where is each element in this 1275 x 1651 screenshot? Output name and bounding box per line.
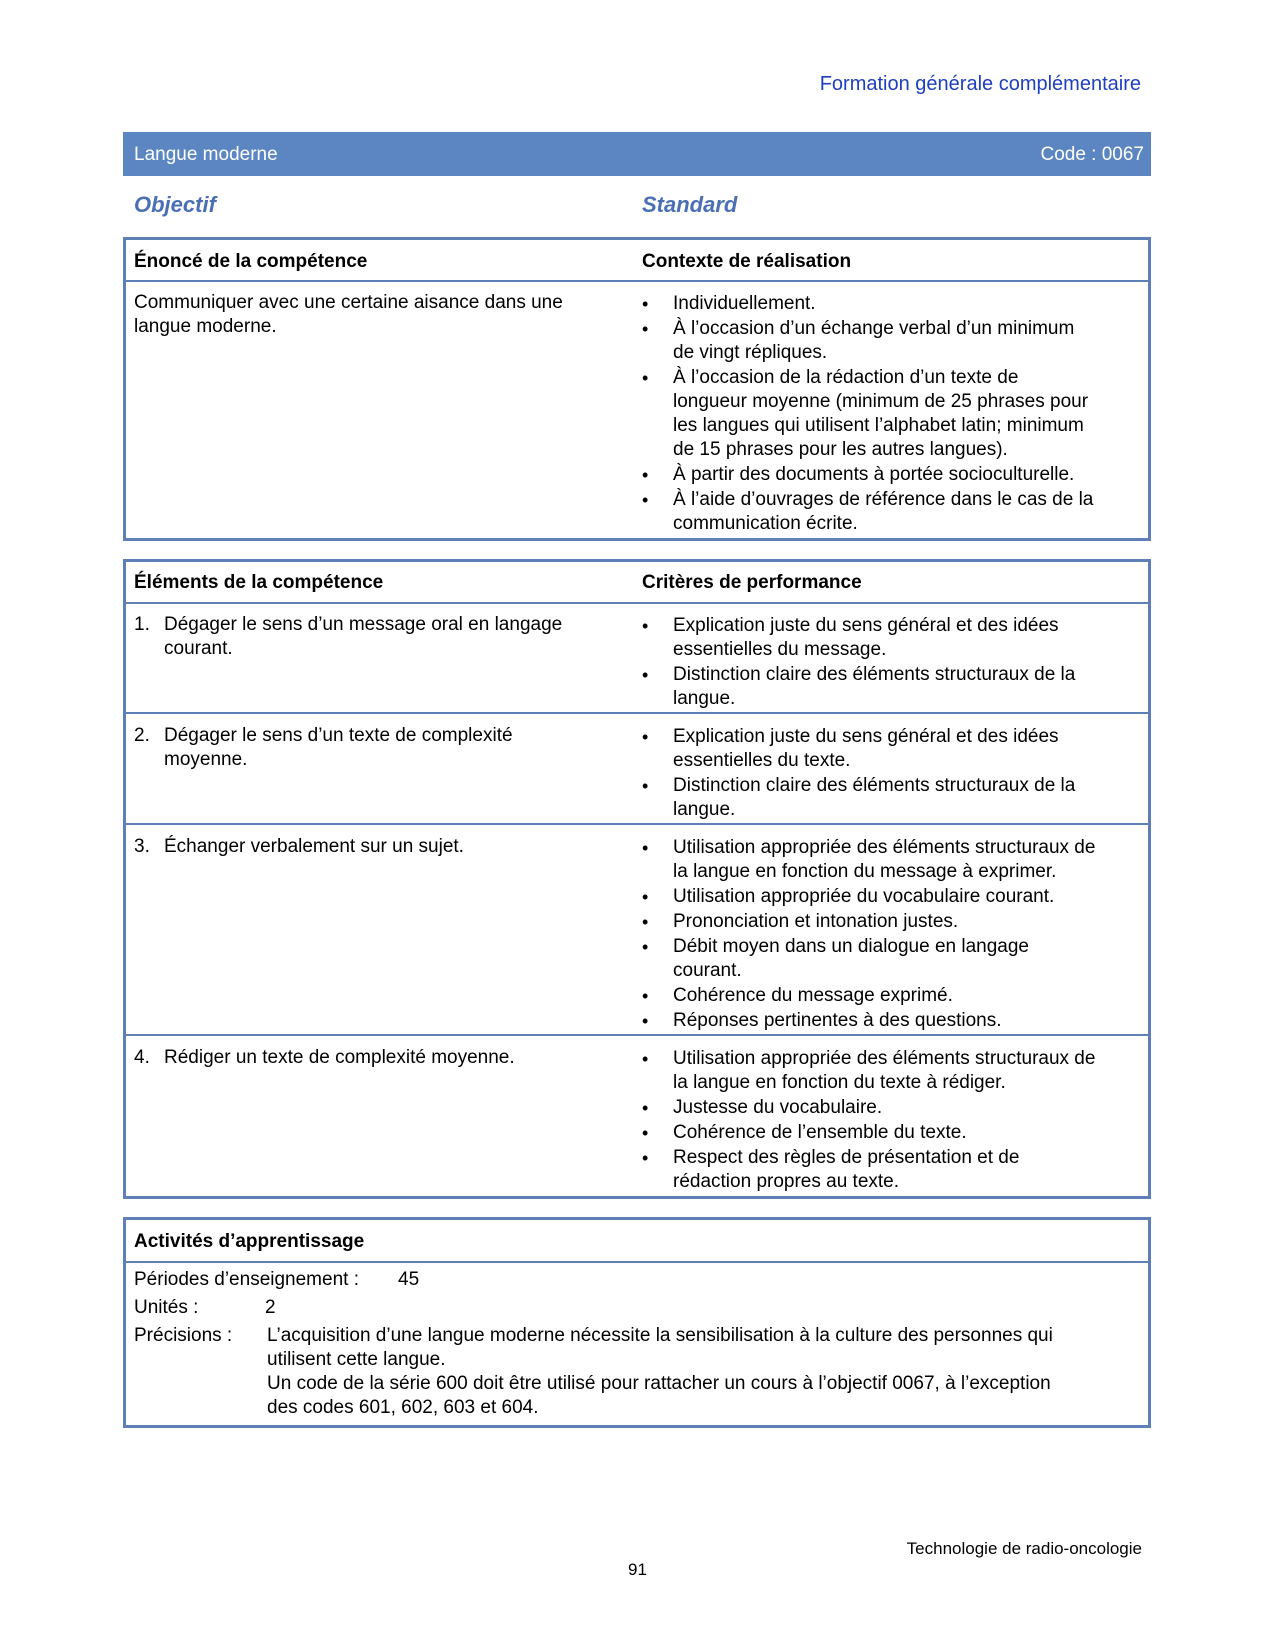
list-item: • Réponses pertinentes à des questions. (642, 1009, 1147, 1033)
objectif-heading: Objectif (134, 192, 216, 217)
list-item: • Distinction claire des éléments structuraux de la langue. (642, 774, 1142, 822)
list-item: • Explication juste du sens général et des idées essentielles du texte. (642, 725, 1142, 773)
element-row: 1. Dégager le sens d’un message oral en langage courant. (134, 614, 563, 659)
list-item: • Utilisation appropriée du vocabulaire courant. (642, 885, 1147, 909)
contexte-list (642, 292, 1142, 537)
list-item: • À l’aide d’ouvrages de référence dans le cas de la communication écrite. (642, 488, 1142, 536)
periodes-label: Périodes d’enseignement : (134, 1269, 359, 1290)
list-item: • Justesse du vocabulaire. (642, 1096, 1147, 1120)
list-item: • Débit moyen dans un dialogue en langage courant. (642, 935, 1147, 983)
competence-divider (126, 280, 1148, 282)
contexte-title: Contexte de réalisation (642, 251, 852, 272)
unites-value: 2 (265, 1297, 276, 1318)
page-number: 91 (628, 1560, 647, 1579)
footer-program: Technologie de radio-oncologie (906, 1539, 1142, 1558)
elements-divider (126, 602, 1148, 604)
element-row: 4. Rédiger un texte de complexité moyenne. (134, 1047, 515, 1068)
row-divider (126, 1034, 1148, 1036)
list-item: • À l’occasion de la rédaction d’un texte de longueur moyenne (minimum de 25 phrases pour les langues qui utilisent l’alphabet latin; minimum de 15 phrases pour les autres langues). (642, 366, 1142, 462)
list-item: • À l’occasion d’un échange verbal d’un minimum de vingt répliques. (642, 317, 1142, 365)
list-item: • À partir des documents à portée socioculturelle. (642, 463, 1142, 487)
criteres-title: Critères de performance (642, 572, 862, 593)
unites-label: Unités : (134, 1297, 199, 1318)
list-item: • Distinction claire des éléments structuraux de la langue. (642, 663, 1142, 711)
enonce-text: Communiquer avec une certaine aisance dans une langue moderne. (134, 292, 563, 337)
element-row: 3. Échanger verbalement sur un sujet. (134, 836, 464, 857)
activites-title: Activités d’apprentissage (134, 1231, 365, 1252)
list-item: • Utilisation appropriée des éléments structuraux de la langue en fonction du message à exprimer. (642, 836, 1147, 884)
element-row: 2. Dégager le sens d’un texte de complexité moyenne. (134, 725, 513, 770)
standard-heading: Standard (642, 192, 738, 217)
enonce-title: Énoncé de la compétence (134, 251, 368, 272)
section-title: Formation générale complémentaire (819, 73, 1141, 95)
activites-divider (126, 1261, 1148, 1263)
precisions-text: L’acquisition d’une langue moderne nécessite la sensibilisation à la culture des personnes qui utilisent cette langue. Un code de la série 600 doit être utilisé pour rattacher un cours à l’objectif 0067, à l’exception des codes 601, 602, 603 et 604. (267, 1325, 1053, 1418)
list-item: • Cohérence de l’ensemble du texte. (642, 1121, 1147, 1145)
band-subject: Langue moderne (134, 144, 278, 165)
elements-title: Éléments de la compétence (134, 572, 384, 593)
list-item: • Explication juste du sens général et des idées essentielles du message. (642, 614, 1142, 662)
row-divider (126, 823, 1148, 825)
band-code: Code : 0067 (1040, 144, 1144, 165)
precisions-label: Précisions : (134, 1325, 233, 1346)
list-item: • Cohérence du message exprimé. (642, 984, 1147, 1008)
criteres-list (642, 725, 1142, 823)
periodes-value: 45 (398, 1269, 420, 1290)
criteres-list (642, 1047, 1147, 1195)
list-item: • Utilisation appropriée des éléments structuraux de la langue en fonction du texte à rédiger. (642, 1047, 1147, 1095)
row-divider (126, 712, 1148, 714)
list-item: • Individuellement. (642, 292, 1142, 316)
list-item: • Prononciation et intonation justes. (642, 910, 1147, 934)
criteres-list (642, 836, 1147, 1034)
list-item: • Respect des règles de présentation et de rédaction propres au texte. (642, 1146, 1147, 1194)
criteres-list (642, 614, 1142, 712)
